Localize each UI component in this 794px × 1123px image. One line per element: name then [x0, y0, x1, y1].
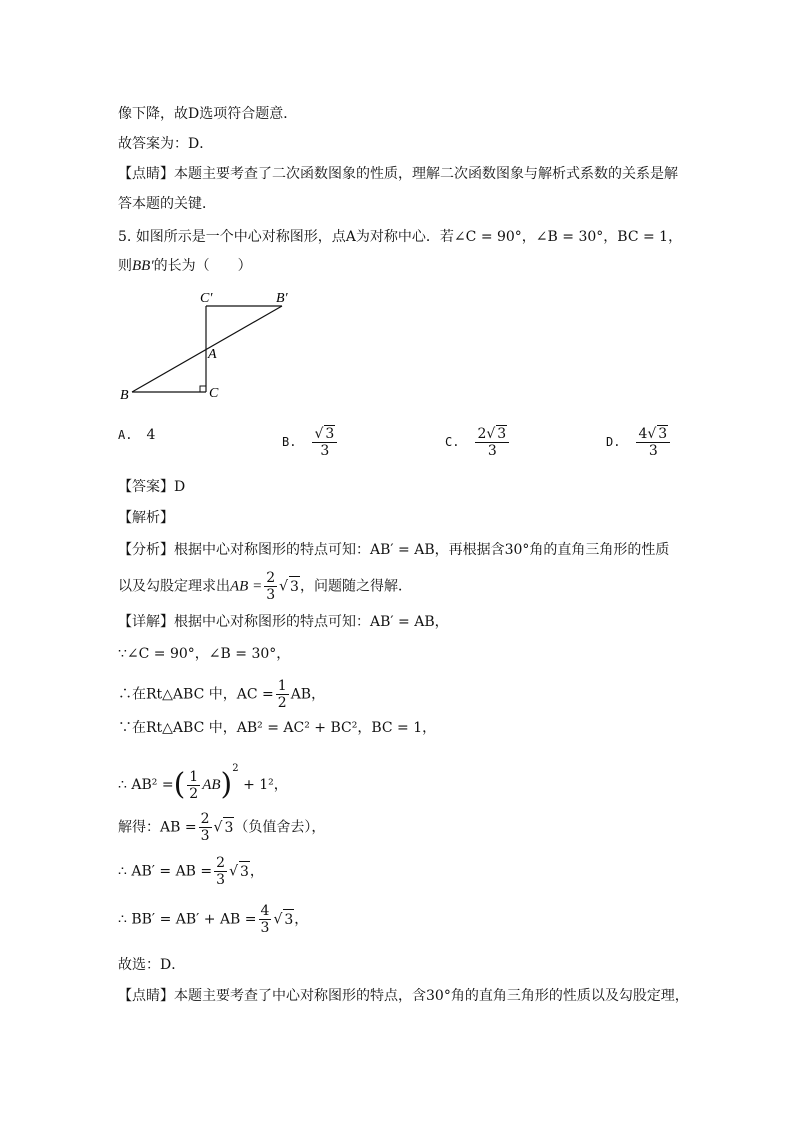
label-c-prime: C′: [200, 291, 213, 306]
coefficient: 4: [638, 426, 648, 442]
denominator: 3: [487, 443, 497, 459]
analysis-tag: 【分析】: [118, 542, 174, 558]
segment-bbprime: [132, 306, 282, 392]
detail-line-9: 故选：D．: [118, 957, 186, 973]
detail-line-7: ∴ AB′ = AB = $\frac{2}{3}$ √ 3，: [118, 855, 264, 888]
text: ，: [249, 863, 264, 880]
analysis-text: 根据中心对称图形的特点可知：AB′ = AB，再根据含30°角的直角三角形的性质: [174, 542, 670, 558]
answer-value: D: [174, 479, 186, 495]
option-value: 4: [146, 427, 156, 443]
exponent: 2: [232, 763, 239, 774]
fraction: [276, 678, 289, 711]
math: AB: [202, 777, 221, 793]
numerator: 4: [260, 903, 270, 919]
option-c: [445, 425, 511, 459]
radicand: 3: [239, 861, 250, 882]
radicand: 3: [283, 909, 294, 930]
option-label: B.: [282, 435, 297, 449]
text: AB，: [290, 686, 326, 703]
analysis-heading: 【解析】: [118, 510, 174, 526]
numerator: 2: [200, 811, 210, 827]
text-line: 故答案为：D．: [118, 136, 214, 152]
fraction: [199, 811, 212, 844]
text-line: 像下降，故D选项符合题意．: [118, 106, 298, 122]
detail-line-6: 解得：AB = $\frac{2}{3}$ √ 3（负值舍去），: [118, 811, 326, 844]
numerator: 2: [266, 570, 276, 586]
text: 以及勾股定理求出: [118, 578, 230, 595]
analysis-paragraph: [118, 540, 669, 560]
text-line: 答本题的关键．: [118, 196, 216, 212]
option-label: D.: [606, 435, 621, 449]
denominator: 3: [266, 587, 276, 603]
denominator: 3: [216, 872, 226, 888]
text: 的长为（ ）: [153, 258, 252, 274]
final-tip: [118, 986, 689, 1006]
denominator: 2: [189, 785, 199, 802]
question-number: 5.: [118, 229, 132, 245]
math-bb-prime: BB′: [132, 258, 154, 274]
text: + 1²，: [243, 777, 288, 793]
detail-tag: 【详解】: [118, 614, 174, 630]
denominator: 3: [260, 920, 270, 936]
denominator: 3: [200, 828, 210, 844]
detail-line-1: [118, 612, 449, 632]
label-c: C: [209, 386, 219, 401]
text: ∴ BB′ = AB′ + AB =: [118, 911, 257, 928]
fraction: $\frac{√ 3}{3}$: [312, 425, 337, 459]
answer-tag: 【答案】: [118, 479, 174, 495]
detail-line-5: ∴ AB² =( $\frac{1}{2}$ AB)$^2$ + 1²，: [118, 763, 288, 802]
fraction: [214, 855, 227, 888]
label-b: B: [120, 388, 129, 403]
label-a: A: [208, 347, 217, 362]
text: 解得：AB =: [118, 819, 197, 836]
answer-line: [118, 477, 185, 497]
math: AB =: [230, 578, 263, 595]
tip-text: 本题主要考查了中心对称图形的特点，含30°角的直角三角形的性质以及勾股定理，: [174, 988, 689, 1004]
detail-line-3: [118, 678, 325, 711]
text: ∴ AB² =: [118, 777, 174, 793]
fraction: [264, 570, 277, 603]
fraction: $\frac{4√ 3}{3}$: [636, 425, 670, 459]
radicand: 3: [658, 426, 668, 442]
tip-text: 本题主要考查了二次函数图象的性质，理解二次函数图象与解析式系数的关系是解: [174, 166, 678, 182]
coefficient: 2: [477, 426, 487, 442]
option-a: [118, 425, 155, 445]
detail-line-2: ∵∠C = 90°，∠B = 30°，: [118, 646, 291, 662]
radicand: 3: [497, 426, 507, 442]
text: ∴ AB′ = AB =: [118, 863, 213, 880]
option-label: C.: [445, 435, 460, 449]
option-b: [282, 425, 339, 459]
fraction: $\frac{2√ 3}{3}$: [475, 425, 509, 459]
numerator: 2: [216, 855, 226, 871]
text: ，: [294, 911, 309, 928]
denominator: 3: [320, 443, 330, 459]
text: ，问题随之得解．: [299, 578, 412, 595]
tip-tag: 【点睛】: [118, 988, 174, 1004]
question-text-2: [118, 256, 252, 276]
denominator: 2: [277, 695, 287, 711]
radicand: 3: [289, 576, 300, 597]
analysis-paragraph-2: 以及勾股定理求出AB = $\frac{2}{3}$ √ 3，问题随之得解．: [118, 570, 412, 603]
option-d: [606, 425, 672, 459]
text: （负值舍去），: [234, 819, 326, 836]
detail-line-4: ∵在Rt△ABC 中，AB² = AC² + BC²，BC = 1，: [118, 720, 437, 736]
tip-tag: 【点睛】: [118, 166, 174, 182]
question-body: 如图所示是一个中心对称图形，点A为对称中心．若∠C = 90°，∠B = 30°，BC = 1，: [135, 229, 683, 245]
fraction: [259, 903, 272, 936]
text: ∴在Rt△ABC 中，AC =: [118, 686, 274, 703]
text: 则: [118, 258, 132, 274]
label-b-prime: B′: [276, 291, 288, 306]
radicand: 3: [325, 426, 335, 442]
fraction: [187, 769, 200, 802]
question-text: [118, 227, 682, 247]
numerator: 1: [277, 678, 287, 694]
tip-paragraph: [118, 164, 678, 184]
denominator: 3: [648, 443, 658, 459]
detail-line-8: ∴ BB′ = AB′ + AB = $\frac{4}{3}$ √ 3，: [118, 903, 309, 936]
radicand: 3: [223, 817, 234, 838]
text: 根据中心对称图形的特点可知：AB′ = AB，: [174, 614, 449, 630]
right-angle-mark: [200, 386, 206, 392]
option-label: A.: [118, 428, 133, 442]
numerator: 1: [189, 768, 199, 785]
geometry-figure: [110, 285, 310, 405]
